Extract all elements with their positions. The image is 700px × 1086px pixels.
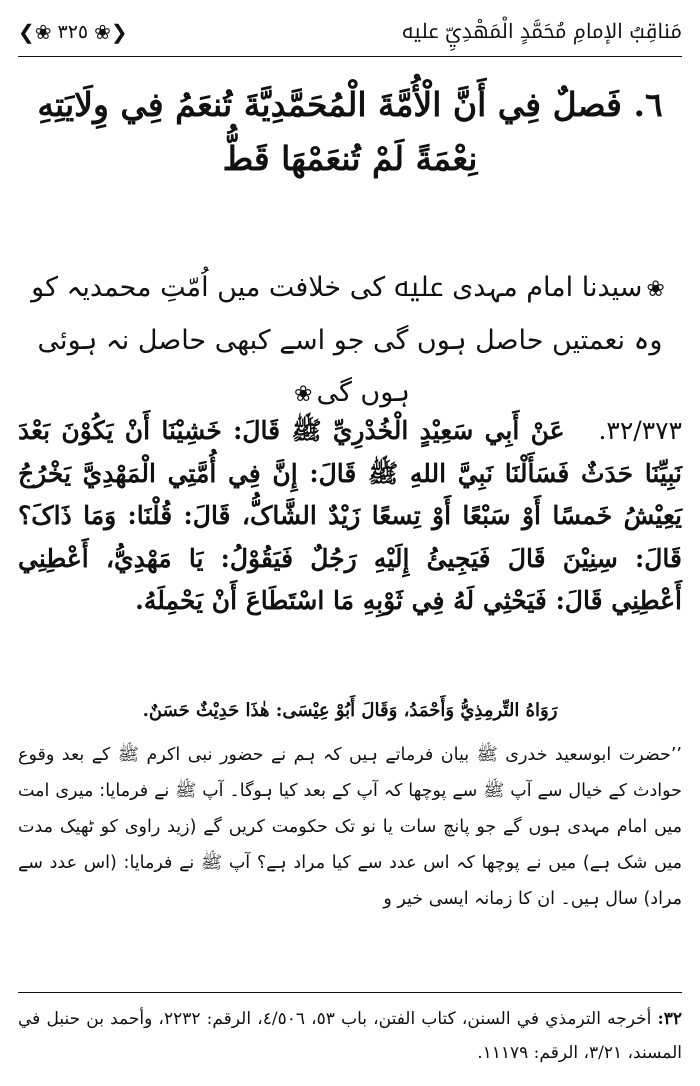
header-divider (18, 56, 682, 57)
hadith-text: عَنْ أَبِي سَعِيْدٍ الْخُدْرِيِّ ﷺ قَالَ: خَشِيْنَا أَنْ يَكُوْنَ بَعْدَ نَبِيِّنَا حَدَثٌ فَسَأَلْنَا نَبِيَّ اللهِ ﷺ قَالَ: إِنَّ فِي أُمَّتِي الْمَهْدِيَّ يَخْرُجُ يَعِيْشُ خَمسًا أَوْ سَبْعًا أَوْ تِسعًا زَيْدٌ الشَّاکُّ، قَالَ: قُلْنَا: وَمَا ذَاکَ؟ قَالَ: سِنِيْنَ قَالَ فَيَجِيئُ إِلَيْهِ رَجُلٌ فَيَقُوْلُ: يَا مَهْدِيُّ، أَعْطِنِي أَعْطِنِي قَالَ: فَيَحْثِي لَهُ فِي ثَوْبِهِ مَا اسْتَطَاعَ أَنْ يَحْمِلَهُ. (18, 416, 682, 615)
running-title: مَناقِبُ الإمامِ مُحَمَّدٍ الْمَهْدِيِّ ﷷ (401, 19, 682, 43)
footnote-divider (18, 992, 682, 993)
footnote (18, 1002, 682, 1070)
hadith-source: رَوَاهُ التِّرمِذِيُّ وَأَحْمَدُ، وَقَالَ أَبُوْ عِيْسَى: هٰذَا حَدِيْثٌ حَسَنٌ. (142, 700, 558, 721)
hadith-number: ٣٢/٣٧٣. (598, 416, 682, 445)
section-heading: ٦. فَصلٌ فِي أَنَّ الْأُمَّةَ الْمُحَمَّدِيَّةَ تُنعَمُ فِي وِلَايَتِهِ نِعْمَةً لَمْ تُنعَمْهَا قَطُّ (37, 85, 663, 179)
ornament-right-icon: ❀❯ (94, 20, 128, 44)
ornament-left-icon: ❮❀ (18, 20, 52, 44)
flower-ornament-icon: ❀ (646, 277, 665, 302)
page-number: ٣٢٥ (57, 21, 89, 43)
urdu-translation: ’’حضرت ابوسعید خدری ﷺ بیان فرماتے ہیں کہ ہم نے حضور نبی اکرم ﷺ کے بعد وقوع حوادث کے خیال سے آپ ﷺ سے پوچھا کہ آپ کے بعد کیا ہوگا۔ آپ ﷺ نے فرمایا: میری امت میں امام مہدی ہوں گے جو پانچ سات یا نو تک حکومت کریں گے (زید راوی کو ٹھیک مدت میں شک ہے) میں نے پوچھا کہ اس عدد سے کیا مراد ہے؟ آپ ﷺ نے فرمایا: (اس عدد سے مراد) سال ہیں۔ ان کا زمانہ ایسی خیر و (18, 745, 682, 909)
footnote-text: أخرجه الترمذي في السنن، كتاب الفتن، باب ٥٣، ٤/٥٠٦، الرقم: ٢٢٣٢، وأحمد بن حنبل في المسند، ٣/٢١، الرقم: ١١١٧٩. (18, 1009, 682, 1063)
urdu-heading (20, 262, 680, 420)
footnote-marker: ٣٢: (657, 1009, 683, 1029)
flower-ornament-icon: ❀ (294, 382, 313, 408)
urdu-heading-text: سیدنا امام مہدی ﷷ کی خلافت میں اُمّتِ محمدیہ کو وہ نعمتیں حاصل ہوں گی جو اسے کبھی حاصل نہ ہوئی ہوں گی (31, 272, 663, 409)
hadith-text-block (18, 410, 682, 623)
page-header (18, 10, 682, 54)
page-number-box (18, 20, 128, 44)
